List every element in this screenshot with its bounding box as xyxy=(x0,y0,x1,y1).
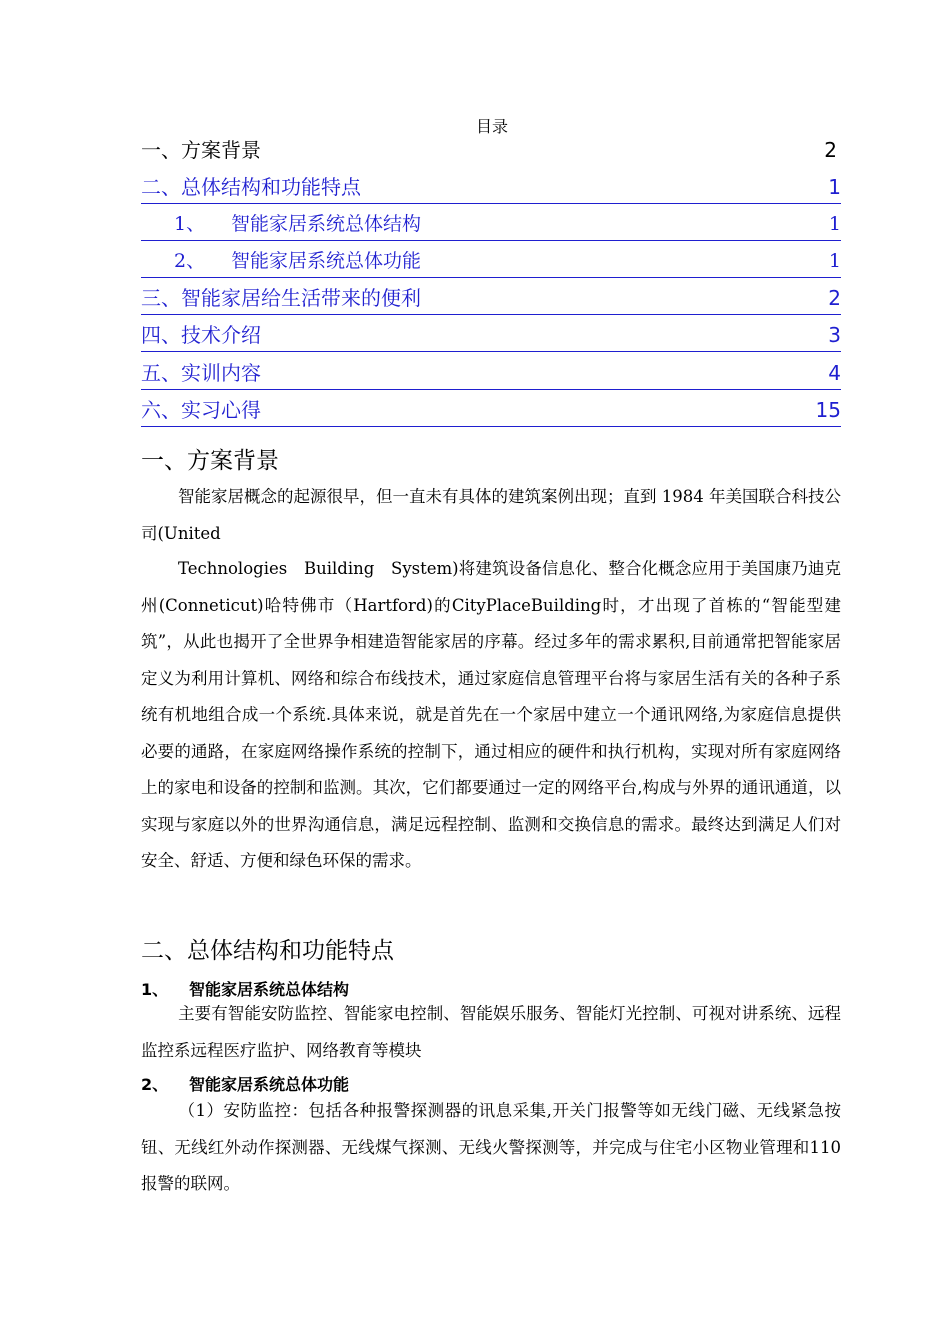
subsection-number: 2、 xyxy=(141,1075,169,1094)
toc-link-system-structure[interactable] xyxy=(141,210,841,241)
background-paragraph-part1 xyxy=(141,479,841,552)
paragraph-text: 主要有智能安防监控、智能家电控制、智能娱乐服务、智能灯光控制、可视对讲系统、远程监控系远程医疗监护、网络教育等模块 xyxy=(141,1004,841,1060)
toc-entry-label: 智能家居系统总体功能 xyxy=(231,250,422,272)
structure-paragraph xyxy=(141,996,841,1069)
subsection-title: 智能家居系统总体功能 xyxy=(189,1075,350,1094)
toc-entry-page: 2 xyxy=(824,138,837,162)
subsection-title: 智能家居系统总体结构 xyxy=(189,980,350,999)
toc-entry-label: 二、总体结构和功能特点 xyxy=(141,175,361,199)
toc-entry-page: 1 xyxy=(828,213,841,235)
toc-link-system-function[interactable] xyxy=(141,247,841,278)
toc-entry-label: 一、方案背景 xyxy=(141,138,261,162)
section-heading-background: 一、方案背景 xyxy=(141,448,279,474)
toc-link-reflection[interactable] xyxy=(141,396,841,427)
toc-entry-label: 三、智能家居给生活带来的便利 xyxy=(141,286,421,310)
toc-entry-number: 2、 xyxy=(174,250,206,272)
toc-entry-page: 1 xyxy=(828,175,841,199)
background-paragraph-part2 xyxy=(141,551,841,880)
toc-entry-page: 3 xyxy=(828,323,841,347)
toc-entry-label: 四、技术介绍 xyxy=(141,323,261,347)
paragraph-text: （1）安防监控：包括各种报警探测器的讯息采集,开关门报警等如无线门磁、无线紧急按钮、无线红外动作探测器、无线煤气探测、无线火警探测等，并完成与住宅小区物业管理和110报警的联网。 xyxy=(141,1101,841,1193)
section-heading-structure: 二、总体结构和功能特点 xyxy=(141,938,394,964)
toc-entry-background xyxy=(141,136,841,166)
toc-entry-page: 2 xyxy=(828,286,841,310)
toc-entry-label: 五、实训内容 xyxy=(141,361,261,385)
toc-entry-page: 4 xyxy=(828,361,841,385)
toc-link-technology[interactable] xyxy=(141,321,841,352)
paragraph-text: 智能家居概念的起源很早，但一直未有具体的建筑案例出现；直到 1984 年美国联合科技公司(United xyxy=(141,487,841,543)
toc-link-structure[interactable] xyxy=(141,173,841,204)
toc-link-training[interactable] xyxy=(141,359,841,390)
toc-title: 目录 xyxy=(475,117,508,136)
function-paragraph xyxy=(141,1093,841,1203)
toc-entry-number: 1、 xyxy=(174,213,206,235)
paragraph-text: Technologies Building System)将建筑设备信息化、整合化概念应用于美国康乃迪克州(Conneticut)哈特佛市（Hartford)的CityPlaceBuilding时，才出现了首栋的“智能型建筑”，从此也揭开了全世界争相建造智能家居的序幕。经过多年的需求累积,目前通常把智能家居定义为利用计算机、网络和综合布线技术，通过家庭信息管理平台将与家居生活有关的各种子系统有机地组合成一个系统.具体来说，就是首先在一个家居中建立一个通讯网络,为家庭信息提供必要的通路，在家庭网络操作系统的控制下，通过相应的硬件和执行机构，实现对所有家庭网络上的家电和设备的控制和监测。其次，它们都要通过一定的网络平台,构成与外界的通讯通道，以实现与家庭以外的世界沟通信息，满足远程控制、监测和交换信息的需求。最终达到满足人们对安全、舒适、方便和绿色环保的需求。 xyxy=(141,559,841,870)
toc-entry-label: 智能家居系统总体结构 xyxy=(231,213,422,235)
toc-link-convenience[interactable] xyxy=(141,284,841,315)
toc-entry-label: 六、实习心得 xyxy=(141,398,261,422)
subsection-number: 1、 xyxy=(141,980,169,999)
toc-entry-page: 1 xyxy=(828,250,841,272)
toc-entry-page: 15 xyxy=(815,398,841,422)
